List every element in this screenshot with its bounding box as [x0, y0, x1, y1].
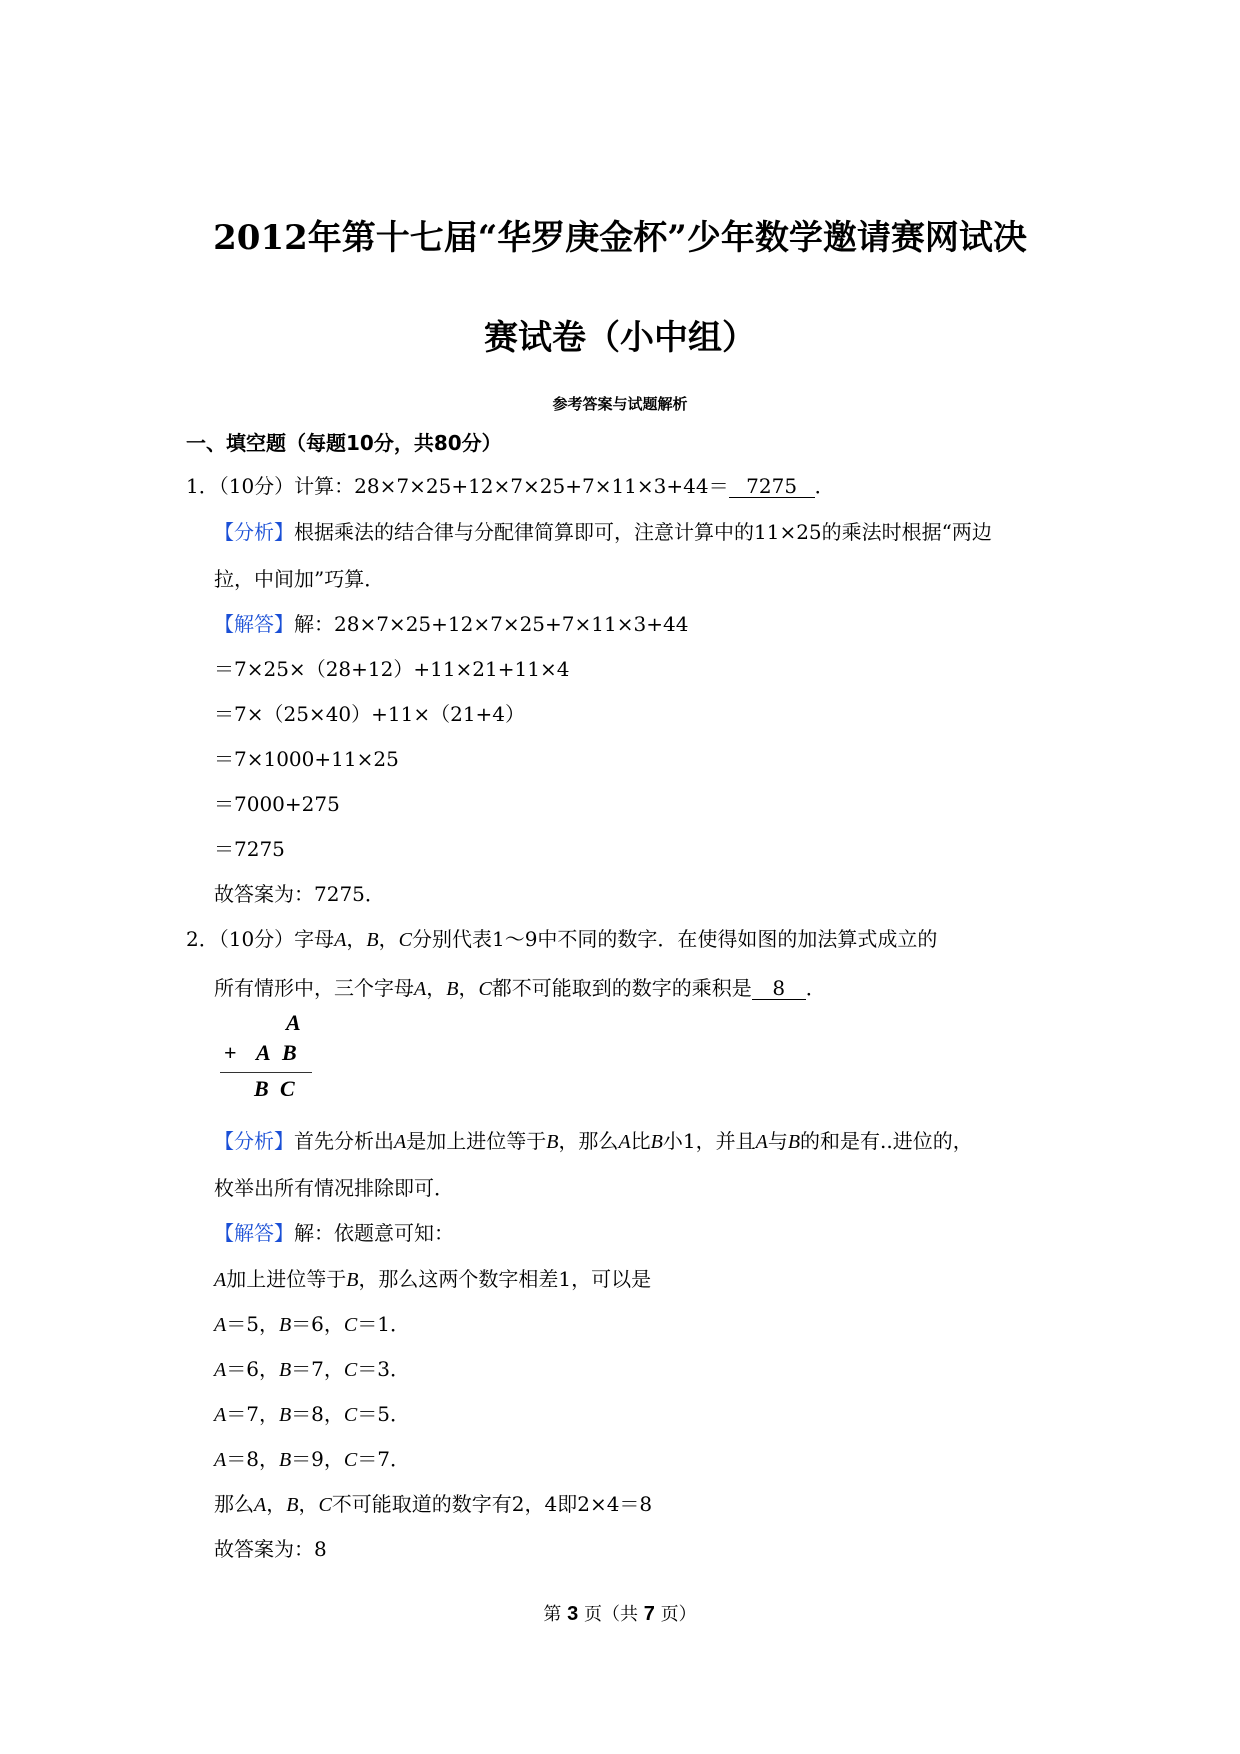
footer-middle: 页（共: [584, 1604, 638, 1625]
q2-solution-first: 解：依题意可知：: [294, 1221, 454, 1245]
q2-analysis-line-1: [214, 1128, 973, 1155]
addition-diagram: [218, 1010, 318, 1100]
q2-step: A＝7，B＝8，C＝5．: [214, 1402, 410, 1426]
q2-step: A＝8，B＝9，C＝7．: [214, 1447, 410, 1471]
q2-stem-text-2: 所有情形中，三个字母A，B，C都不可能取到的数字的乘积是: [214, 976, 752, 1000]
q2-analysis-line-2: 枚举出所有情况排除即可．: [214, 1176, 454, 1200]
diagram-row2-b: B: [282, 1040, 297, 1065]
q2-stem-end: ．: [805, 976, 826, 1000]
diagram-row2-a: A: [256, 1040, 271, 1065]
q1-step: ＝7×1000+11×25: [214, 747, 399, 771]
footer-suffix: 页）: [660, 1604, 697, 1625]
q1-step: ＝7275: [214, 837, 285, 861]
q1-analysis-text-1: 根据乘法的结合律与分配律简算即可，注意计算中的11×25的乘法时根据“两边: [294, 520, 992, 544]
q1-step: ＝7×25×（28+12）+11×21+11×4: [214, 657, 570, 681]
q1-analysis-line-2: 拉，中间加”巧算．: [214, 567, 385, 591]
q1-solution-tag: 【解答】: [214, 612, 294, 636]
q2-stem-line-2: [214, 975, 826, 1002]
q2-answer-blank: 8: [752, 977, 806, 1000]
q2-analysis-tag: 【分析】: [214, 1129, 294, 1153]
q1-analysis-tag: 【分析】: [214, 520, 294, 544]
q2-solution-line: [214, 1220, 454, 1246]
q2-stem-text-1: （10分）字母A，B，C分别代表1～9中不同的数字．在使得如图的加法算式成立的: [218, 927, 938, 951]
q1-step: ＝7×（25×40）+11×（21+4）: [214, 702, 526, 726]
q1-analysis-line-1: [214, 519, 992, 545]
q1-answer-blank: 7275: [729, 475, 815, 498]
q2-step: A＝5，B＝6，C＝1．: [214, 1312, 410, 1336]
q2-analysis-text-1: 首先分析出A是加上进位等于B，那么A比B小1，并且A与B的和是有..进位的，: [294, 1129, 973, 1153]
q2-solution-tag: 【解答】: [214, 1221, 294, 1245]
footer-prefix: 第: [543, 1604, 562, 1625]
q1-solution-first: 解：28×7×25+12×7×25+7×11×3+44: [294, 612, 689, 636]
page-footer: [0, 1600, 1240, 1626]
document-title-line-2: 赛试卷（小中组）: [484, 318, 756, 358]
q2-step: A加上进位等于B，那么这两个数字相差1，可以是: [214, 1267, 652, 1291]
document-title-line-1: 2012年第十七届“华罗庚金杯”少年数学邀请赛网试决: [213, 218, 1027, 258]
q1-stem-end: ．: [814, 474, 835, 498]
diagram-row1-a: A: [286, 1010, 301, 1035]
footer-page-number: 3: [567, 1603, 579, 1625]
q1-stem: [186, 473, 835, 499]
diagram-row3-b: B: [254, 1076, 269, 1101]
q2-step: 那么A，B，C不可能取道的数字有2，4即2×4＝8: [214, 1492, 653, 1516]
diagram-sum-rule: [220, 1072, 312, 1073]
q2-step: A＝6，B＝7，C＝3．: [214, 1357, 410, 1381]
q2-number: 2．: [186, 927, 219, 951]
q2-stem-line-1: [186, 926, 937, 953]
q2-answer-line: 故答案为：8: [214, 1537, 327, 1561]
q1-number: 1．: [186, 474, 219, 498]
document-subtitle: 参考答案与试题解析: [552, 395, 688, 413]
section-heading: 一、填空题（每题10分，共80分）: [186, 431, 502, 455]
diagram-row3-c: C: [280, 1076, 295, 1101]
q1-solution-line: [214, 611, 688, 637]
q1-step: ＝7000+275: [214, 792, 340, 816]
q1-stem-text: （10分）计算：28×7×25+12×7×25+7×11×3+44＝: [218, 474, 729, 498]
footer-total-pages: 7: [643, 1603, 655, 1625]
q1-answer-line: 故答案为：7275．: [214, 882, 385, 906]
diagram-plus-sign: +: [224, 1040, 237, 1065]
